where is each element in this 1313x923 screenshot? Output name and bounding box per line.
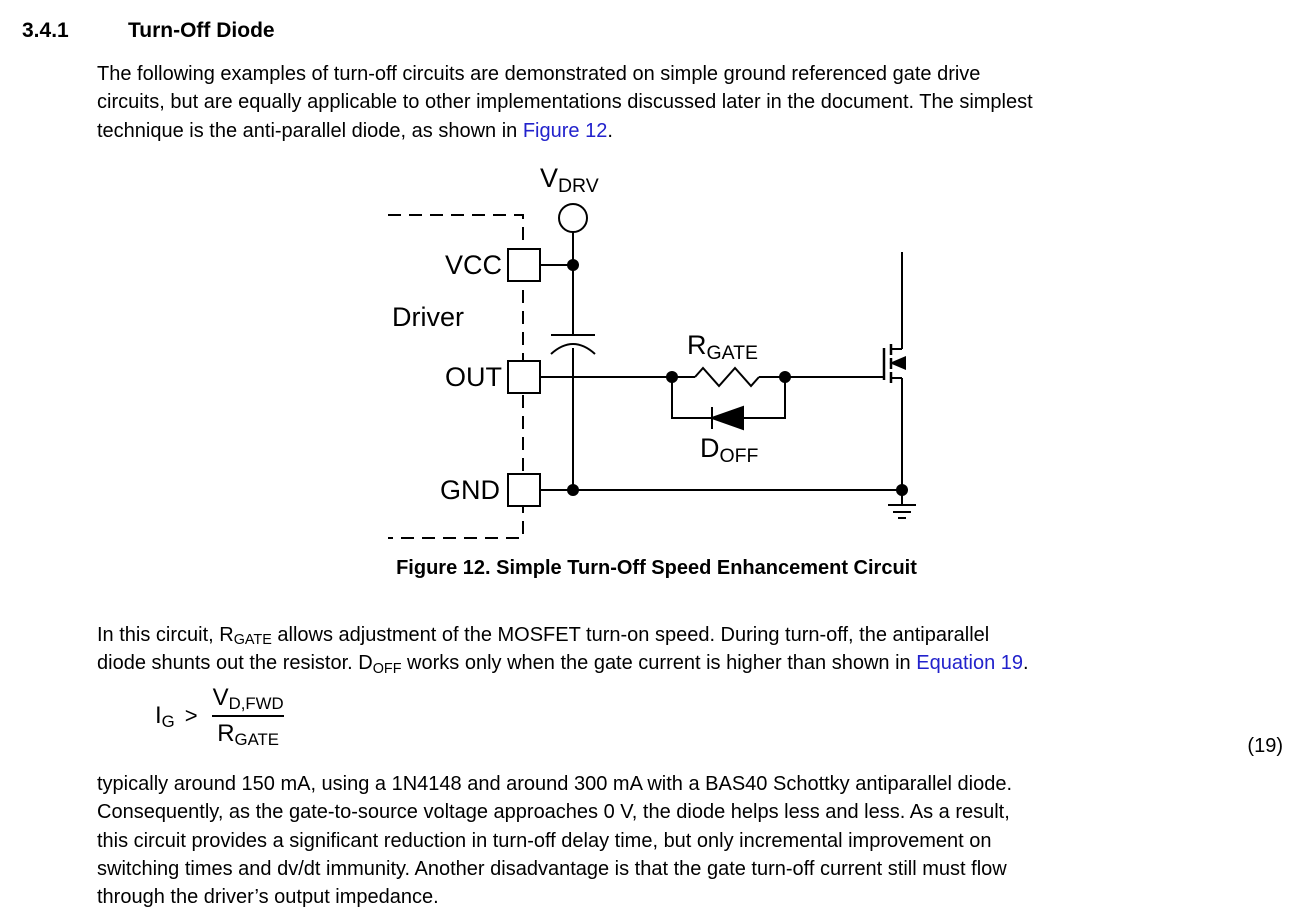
- paragraph-text: diode shunts out the resistor. D: [97, 652, 373, 675]
- driver-label: Driver: [392, 302, 464, 332]
- paragraph-line: through the driver’s output impedance.: [97, 886, 439, 909]
- section-heading: [22, 19, 275, 43]
- doff-subscript: OFF: [372, 660, 402, 677]
- gnd-pin-label: GND: [440, 475, 500, 505]
- paragraph-line: [97, 621, 1292, 649]
- paragraph-line: switching times and dv/dt immunity. Another disadvantage is that the gate turn-off current still must flow: [97, 857, 1007, 880]
- equation-operator: >: [184, 703, 198, 728]
- vdrv-label-main: V: [540, 163, 559, 193]
- equation-denominator: [212, 715, 284, 748]
- paragraph-circuit-desc: [97, 621, 1292, 678]
- mosfet: [884, 252, 905, 490]
- paragraph-intro: [97, 60, 1292, 145]
- equation-den-sub: GATE: [234, 730, 279, 750]
- paragraph-line: Consequently, as the gate-to-source voltage approaches 0 V, the diode helps less and less. As a result,: [97, 801, 1010, 824]
- paragraph-text: works only when the gate current is higher than shown in: [401, 652, 917, 675]
- figure-caption: Figure 12. Simple Turn-Off Speed Enhancement Circuit: [396, 557, 917, 579]
- figure-12-link[interactable]: Figure 12: [522, 119, 608, 142]
- mosfet-body-arrow: [892, 358, 905, 369]
- paragraph-text: In this circuit, R: [97, 624, 234, 646]
- doff-label: [700, 433, 759, 468]
- vcc-pin-label: VCC: [444, 250, 502, 280]
- vdrv-terminal: [559, 204, 587, 232]
- paragraph-line: this circuit provides a significant reduction in turn-off delay time, but only incremental improvement on: [97, 829, 992, 852]
- turnoff-diode-branch: [672, 377, 785, 429]
- equation-19-link[interactable]: Equation 19: [916, 652, 1023, 675]
- equation-19: [155, 684, 289, 748]
- paragraph-line: circuits, but are equally applicable to other implementations discussed later in the document. The simplest: [97, 91, 1033, 114]
- equation-number: (19): [1247, 735, 1283, 757]
- paragraph-text: .: [607, 119, 613, 142]
- rgate-label-main: R: [687, 330, 707, 360]
- doff-label-main: D: [700, 433, 720, 463]
- out-pin-label: OUT: [445, 362, 502, 392]
- equation-fraction: [208, 684, 289, 748]
- rgate-label-sub: GATE: [706, 342, 758, 365]
- equation-num-main: V: [212, 684, 229, 711]
- gnd-pin-box: [508, 474, 540, 506]
- paragraph-text: allows adjustment of the MOSFET turn-on speed. During turn-off, the antiparallel: [271, 624, 990, 646]
- paragraph-text: .: [1023, 652, 1029, 675]
- turnoff-diode: [712, 407, 743, 429]
- out-pin-box: [508, 361, 540, 393]
- section-title: Turn-Off Diode: [128, 19, 275, 42]
- equation-lhs: [155, 702, 175, 730]
- rgate-label: [687, 330, 758, 365]
- vcc-pin-box: [508, 249, 540, 281]
- paragraph-line: [97, 117, 1292, 145]
- paragraph-line: The following examples of turn-off circuits are demonstrated on simple ground referenced gate drive: [97, 63, 981, 85]
- paragraph-conclusion: [97, 770, 1292, 911]
- equation-numerator: [208, 684, 289, 715]
- equation-lhs-sub: G: [161, 712, 175, 732]
- doff-label-sub: OFF: [719, 445, 759, 468]
- paragraph-text: technique is the anti-parallel diode, as shown in: [97, 119, 523, 142]
- section-number: 3.4.1: [22, 19, 69, 42]
- vdrv-label: [540, 163, 599, 198]
- paragraph-line: [97, 649, 1292, 677]
- vdrv-label-sub: DRV: [558, 175, 599, 198]
- equation-den-main: R: [217, 720, 235, 747]
- gate-resistor: [695, 368, 759, 386]
- equation-lhs-main: I: [155, 702, 162, 729]
- paragraph-line: typically around 150 mA, using a 1N4148 and around 300 mA with a BAS40 Schottky antiparallel diode.: [97, 773, 1013, 795]
- equation-num-sub: D,FWD: [228, 694, 284, 714]
- rgate-subscript: GATE: [233, 632, 272, 649]
